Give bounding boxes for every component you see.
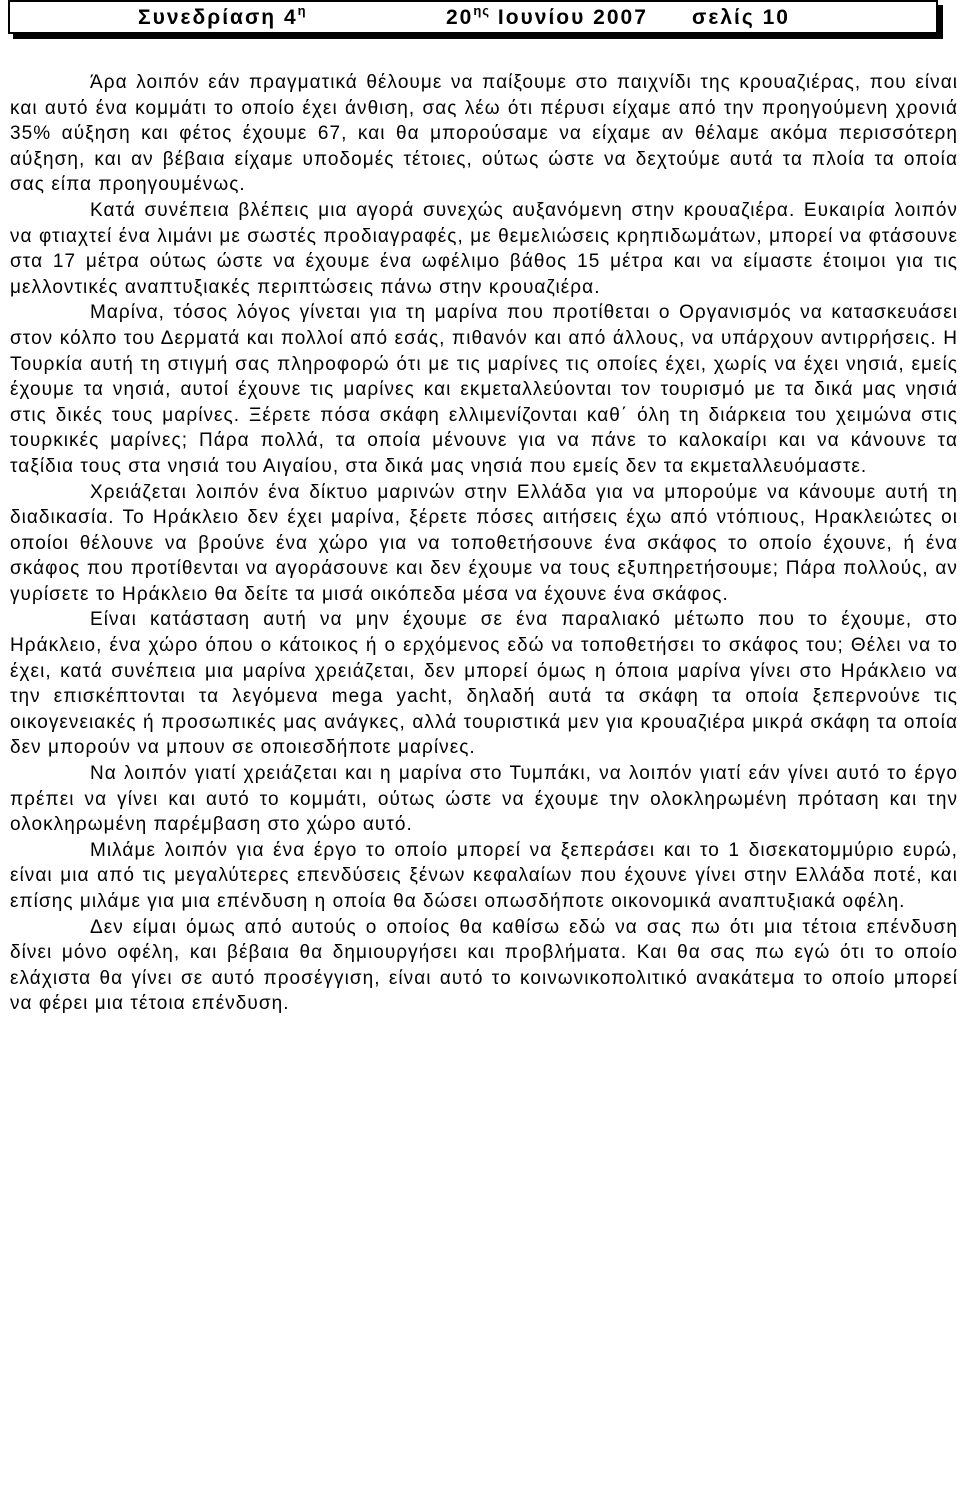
paragraph: Να λοιπόν γιατί χρειάζεται και η μαρίνα στο Τυμπάκι, να λοιπόν γιατί εάν γίνει αυτό το έργο πρέπει να γίνει και αυτό το κομμάτι, ούτως ώστε να έχουμε την ολοκληρωμένη πρόταση και την ολοκληρωμένη παρέμβαση στο χώρο αυτό. xyxy=(10,763,958,836)
session-date: $20^{\eta\varsigma}$ Ιουνίου 2007 xyxy=(446,3,648,29)
paragraph: Είναι κατάσταση αυτή να μην έχουμε σε ένα παραλιακό μέτωπο που το έχουμε, στο Ηράκλειο, ένα χώρο όπου ο κάτοικος ή ο ερχόμενος εδώ να τοποθετήσει το σκάφος του; Θέλει να το έχει, κατά συνέπεια μια μαρίνα χρειάζεται, δεν μπορεί όμως η όποια μαρίνα γίνει στο Ηράκλειο να την επισκέπτονται τα λεγόμενα mega yacht, δηλαδή αυτά τα σκάφη τα οποία ξεπερνούνε τις οικογενειακές ή προσωπικές μας ανάγκες, αλλά τουριστικά μεν για κρουαζιέρα μικρά σκάφη τα οποία δεν μπορούν να μπουν σε οποιεσδήποτε μαρίνες. xyxy=(10,609,958,759)
paragraph: Κατά συνέπεια βλέπεις μια αγορά συνεχώς αυξανόμενη στην κρουαζιέρα. Ευκαιρία λοιπόν να φτιαχτεί ένα λιμάνι με σωστές προδιαγραφές, με θεμελιώσεις κρηπιδωμάτων, μπορεί να φτάσουνε στα 17 μέτρα ούτως ώστε να έχουμε ένα ωφέλιμο βάθος 15 μέτρα και να είμαστε έτοιμοι για τις μελλοντικές αναπτυξιακές περιπτώσεις πάνω στην κρουαζιέρα. xyxy=(10,199,958,298)
paragraph: Άρα λοιπόν εάν πραγματικά θέλουμε να παίξουμε στο παιχνίδι της κρουαζιέρας, που είναι και αυτό ένα κομμάτι το οποίο έχει άνθιση, σας λέω ότι πέρυσι είχαμε από την προηγούμενη χρονιά 35% αύξηση και φέτος έχουμε 67, και θα μπορούσαμε να είχαμε αν θέλαμε ακόμα περισσότερη αύξηση, και αν βέβαια είχαμε υποδομές τέτοιες, ούτως ώστε να δεχτούμε αυτά τα πλοία τα οποία σας είπα προηγουμένως. xyxy=(10,72,958,196)
session-number: Συνεδρίαση $4^\eta$ xyxy=(138,3,307,29)
paragraph: Δεν είμαι όμως από αυτούς ο οποίος θα καθίσω εδώ να σας πω ότι μια τέτοια επένδυση δίνει μόνο οφέλη, και βέβαια θα δημιουργήσει και προβλήματα. Και θα σας πω εγώ ότι το οποίο ελάχιστα θα γίνει σε αυτό προσέγγιση, είναι αυτό το κοινωνικοπολιτικό ανακάτεμα το οποίο μπορεί να φέρει μια τέτοια επένδυση. xyxy=(10,916,958,1015)
page-number: σελίς 10 xyxy=(692,6,790,29)
document-body xyxy=(10,70,958,1017)
paragraph: Μαρίνα, τόσος λόγος γίνεται για τη μαρίνα που προτίθεται ο Οργανισμός να κατασκευάσει στον κόλπο του Δερματά και πολλοί από εσάς, πιθανόν και από άλλους, να υπάρχουν αντιρρήσεις. Η Τουρκία αυτή τη στιγμή σας πληροφορώ ότι με τις μαρίνες τις οποίες έχει, χωρίς να έχει νησιά, εμείς έχουμε τα νησιά, αυτοί έχουνε τις μαρίνες και εκμεταλλεύονται τον τουρισμό με τα δικά μας νησιά στις δικές τους μαρίνες. Ξέρετε πόσα σκάφη ελλιμενίζονται καθ΄ όλη τη διάρκεια του χειμώνα στις τουρκικές μαρίνες; Πάρα πολλά, τα οποία μένουνε για να πάνε το καλοκαίρι και να κάνουνε τα ταξίδια τους στα νησιά του Αιγαίου, στα δικά μας νησιά που εμείς δεν τα εκμεταλλευόμαστε. xyxy=(10,302,958,477)
paragraph: Χρειάζεται λοιπόν ένα δίκτυο μαρινών στην Ελλάδα για να μπορούμε να κάνουμε αυτή τη διαδικασία. Το Ηράκλειο δεν έχει μαρίνα, ξέρετε πόσες αιτήσεις έχω από ντόπιους, Ηρακλειώτες οι οποίοι θέλουνε να βρούνε ένα χώρο για να τοποθετήσουνε ένα σκάφος το οποίο έχουνε, ή ένα σκάφος που προτίθενται να αγοράσουνε και δεν έχουμε να τους εξυπηρετήσουμε; Πάρα πολλούς, αν γυρίσετε το Ηράκλειο θα δείτε τα μισά οικόπεδα μέσα να έχουνε ένα σκάφος. xyxy=(10,481,958,605)
paragraph: Μιλάμε λοιπόν για ένα έργο το οποίο μπορεί να ξεπεράσει και το 1 δισεκατομμύριο ευρώ, είναι μια από τις μεγαλύτερες επενδύσεις ξένων κεφαλαίων που έχουνε γίνει στην Ελλάδα ποτέ, και επίσης μιλάμε για μια επένδυση η οποία θα δώσει οπωσδήποτε οικονομικά αναπτυξιακά οφέλη. xyxy=(10,839,958,912)
page-header xyxy=(8,0,938,34)
